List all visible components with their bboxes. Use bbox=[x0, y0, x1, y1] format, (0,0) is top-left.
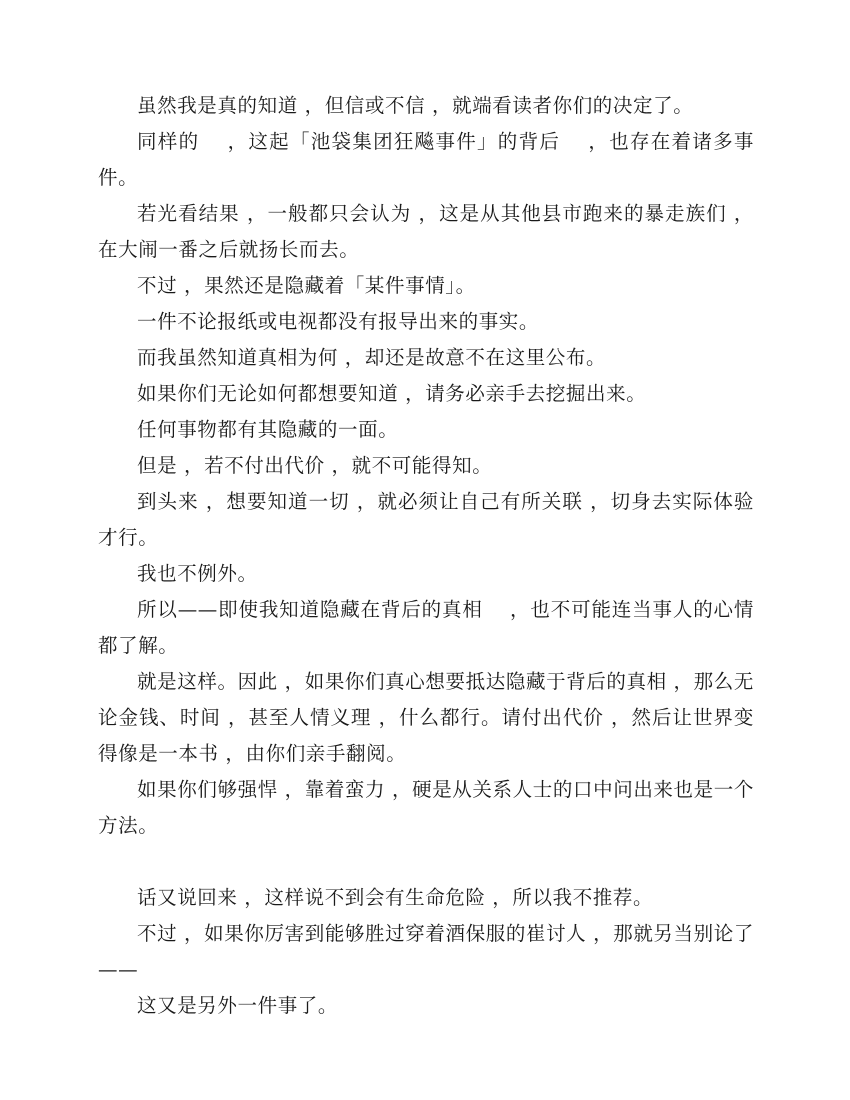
document-text-body bbox=[98, 88, 754, 1024]
paragraph: 虽然我是真的知道 ，但信或不信 ，就端看读者你们的决定了。 bbox=[137, 94, 694, 117]
paragraph: 如果你们无论如何都想要知道 ，请务必亲手去挖掘出来。 bbox=[137, 382, 647, 405]
paragraph: 而我虽然知道真相为何 ，却还是故意不在这里公布。 bbox=[137, 346, 607, 369]
paragraph: 我也不例外。 bbox=[137, 562, 258, 585]
paragraph-spacer bbox=[98, 844, 754, 880]
paragraph: 到头来 ，想要知道一切 ，就必须让自己有所关联 ，切身去实际体验才行。 bbox=[98, 490, 754, 549]
paragraph: 不过 ，果然还是隐藏着「某件事情」。 bbox=[137, 274, 476, 297]
paragraph: 这又是另外一件事了。 bbox=[137, 994, 339, 1017]
paragraph: 任何事物都有其隐藏的一面。 bbox=[137, 418, 399, 441]
paragraph: 若光看结果 ，一般都只会认为 ，这是从其他县市跑来的暴走族们 ，在大闹一番之后就扬长而去。 bbox=[98, 202, 754, 261]
paragraph: 同样的 ，这起「池袋集团狂飚事件」的背后 ，也存在着诸多事件。 bbox=[98, 130, 754, 189]
paragraph: 不过 ，如果你厉害到能够胜过穿着酒保服的崔讨人 ，那就另当别论了—— bbox=[98, 922, 754, 981]
paragraph: 一件不论报纸或电视都没有报导出来的事实。 bbox=[137, 310, 540, 333]
paragraph: 如果你们够强悍 ，靠着蛮力 ，硬是从关系人士的口中问出来也是一个方法。 bbox=[98, 778, 754, 837]
paragraph: 就是这样。因此 ，如果你们真心想要抵达隐藏于背后的真相 ，那么无论金钱、时间 ，甚至人情义理 ，什么都行。请付出代价 ，然后让世界变得像是一本书 ，由你们亲手翻阅。 bbox=[98, 670, 754, 765]
paragraph: 但是 ，若不付出代价 ，就不可能得知。 bbox=[137, 454, 493, 477]
paragraph: 话又说回来 ，这样说不到会有生命危险 ，所以我不推荐。 bbox=[137, 886, 654, 909]
paragraph: 所以——即使我知道隐藏在背后的真相 ，也不可能连当事人的心情都了解。 bbox=[98, 598, 754, 657]
